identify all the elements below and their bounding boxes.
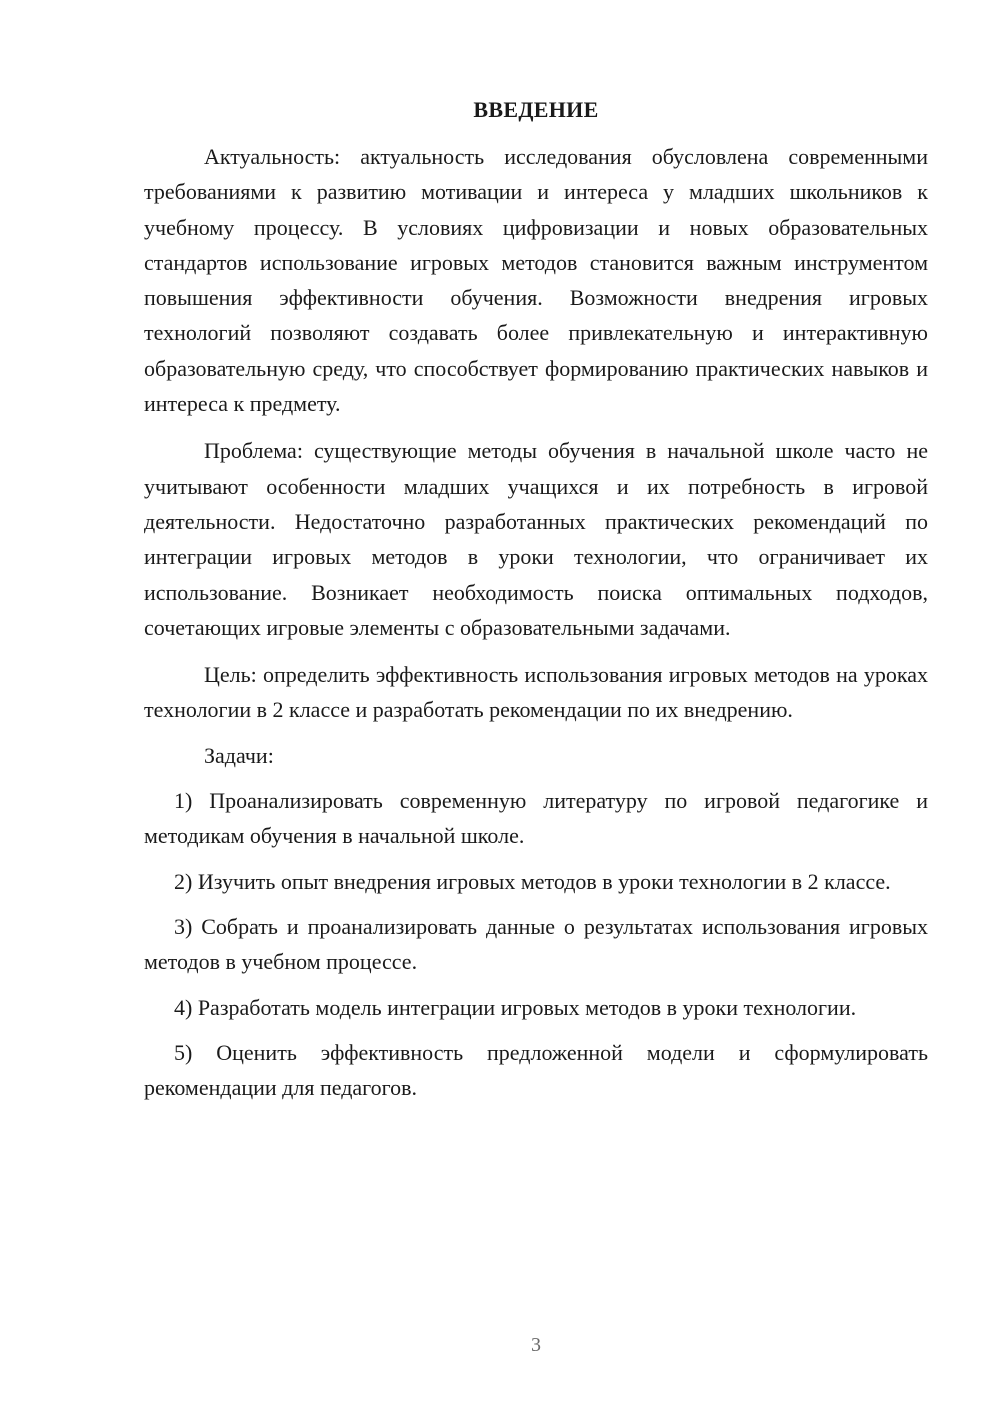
document-page: [144, 93, 928, 1105]
task-item: 1) Проанализировать современную литературу по игровой педагогике и методикам обучения в начальной школе.: [144, 788, 928, 849]
task-item: 2) Изучить опыт внедрения игровых методов в уроки технологии в 2 классе.: [174, 868, 891, 894]
task-item: 4) Разработать модель интеграции игровых методов в уроки технологии.: [174, 994, 857, 1020]
task-list: [144, 783, 928, 1105]
task-item: 5) Оценить эффективность предложенной модели и сформулировать рекомендации для педагогов.: [144, 1039, 928, 1101]
section-title: ВВЕДЕНИЕ: [473, 97, 599, 122]
paragraph-problem: Проблема: существующие методы обучения в начальной школе часто не учитывают особенности младших учащихся и их потребность в игровой деятельности. Недостаточно разработанных практических рекомендаций по интеграции игровых методов в уроки технологии, что ограничивает их использование. Возникает необходимость поиска оптимальных подходов, сочетающих игровые элементы с образовательными задачами.: [144, 438, 928, 640]
paragraph-goal: Цель: определить эффективность использования игровых методов на уроках технологии в 2 классе и разработать рекомендации по их внедрению.: [144, 662, 928, 723]
paragraph-relevance: Актуальность: актуальность исследования обусловлена современными требованиями к развитию мотивации и интереса у младших школьников к учебному процессу. В условиях цифровизации и новых образовательных стандартов использование игровых методов становится важным инструментом повышения эффективности обучения. Возможности внедрения игровых технологий позволяют создавать более привлекательную и интерактивную образовательную среду, что способствует формированию практических навыков и интереса к предмету.: [144, 144, 928, 417]
page-number: 3: [531, 1334, 541, 1356]
tasks-heading: Задачи:: [204, 742, 274, 768]
task-item: 3) Собрать и проанализировать данные о результатах использования игровых методов в учебном процессе.: [144, 913, 928, 975]
